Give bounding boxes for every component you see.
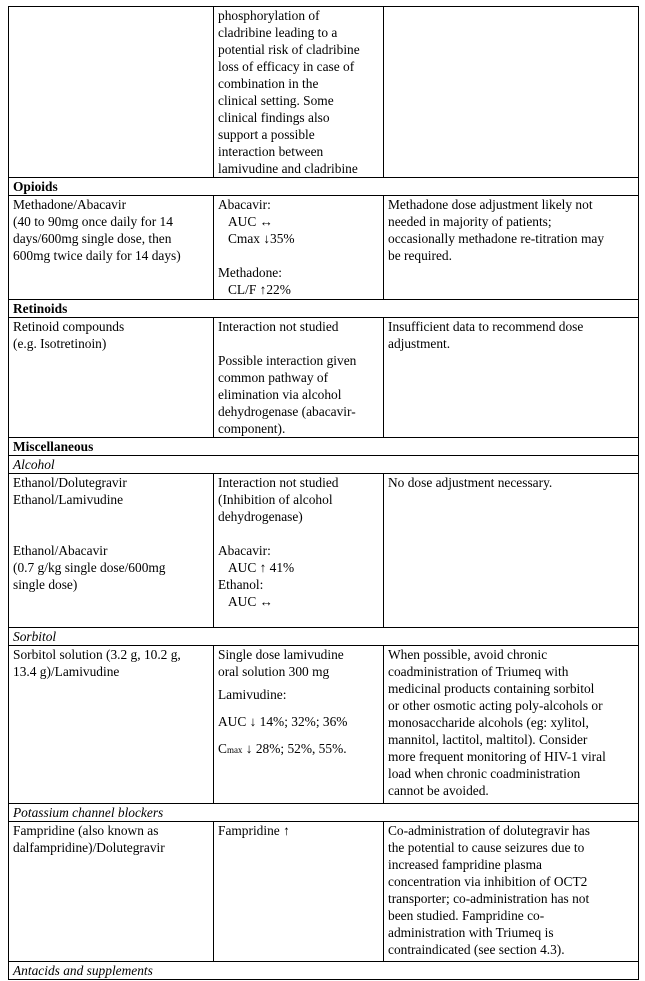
cell-text: (40 to 90mg once daily for 14	[13, 214, 173, 229]
cell-text: dalfampridine)/Dolutegravir	[13, 840, 165, 855]
cell-text: Co-administration of dolutegravir has	[388, 823, 590, 838]
cell-text: Methadone/Abacavir	[13, 197, 127, 212]
cell-text: medicinal products containing sorbitol	[388, 681, 595, 696]
cell-text: elimination via alcohol	[218, 387, 342, 402]
cell-text: Ethanol/Abacavir	[13, 543, 108, 558]
recommendation-cell	[384, 7, 639, 178]
subsection-header-row	[9, 962, 639, 980]
cell-text: dehydrogenase (abacavir-	[218, 404, 356, 419]
recommendation-cell	[384, 474, 639, 628]
cell-text: transporter; co-administration has not	[388, 891, 590, 906]
effect-cell	[214, 7, 384, 178]
cell-text: component).	[218, 421, 286, 436]
cell-text: monosaccharide alcohols (eg: xylitol,	[388, 715, 589, 730]
section-header-retinoids: Retinoids	[9, 300, 639, 318]
cell-text: dehydrogenase)	[218, 509, 303, 524]
cell-text: Sorbitol solution (3.2 g, 10.2 g,	[13, 647, 181, 662]
subsection-header-row	[9, 628, 639, 646]
cell-text: cannot be avoided.	[388, 783, 489, 798]
cell-text: Fampridine (also known as	[13, 823, 159, 838]
cell-text: Ethanol:	[218, 577, 264, 592]
cell-text: Abacavir:	[218, 543, 271, 558]
section-header-opioids: Opioids	[9, 178, 639, 196]
cell-text: be required.	[388, 248, 452, 263]
drug-cell	[9, 646, 214, 804]
cell-text: increased fampridine plasma	[388, 857, 542, 872]
cell-text: When possible, avoid chronic	[388, 647, 548, 662]
cell-text: Abacavir:	[218, 197, 271, 212]
cell-text: coadministration of Triumeq with	[388, 664, 569, 679]
recommendation-cell	[384, 822, 639, 962]
cell-text: Methadone:	[218, 265, 282, 280]
cell-text: Interaction not studied	[218, 475, 339, 490]
effect-cell	[214, 196, 384, 300]
cell-text: needed in majority of patients;	[388, 214, 552, 229]
table-row	[9, 474, 639, 628]
cell-text: Possible interaction given	[218, 353, 357, 368]
section-header-row	[9, 438, 639, 456]
cell-text: support a possible	[218, 127, 315, 142]
cell-text: clinical findings also	[218, 110, 330, 125]
cell-text: Fampridine ↑	[218, 823, 290, 838]
section-header-miscellaneous: Miscellaneous	[9, 438, 639, 456]
drug-cell	[9, 318, 214, 438]
cell-text: combination in the	[218, 76, 319, 91]
cell-text: Interaction not studied	[218, 319, 339, 334]
recommendation-cell	[384, 646, 639, 804]
cell-text: common pathway of	[218, 370, 329, 385]
cell-text: more frequent monitoring of HIV-1 viral	[388, 749, 606, 764]
section-header-row	[9, 178, 639, 196]
cell-text: clinical setting. Some	[218, 93, 334, 108]
cell-text: occasionally methadone re-titration may	[388, 231, 605, 246]
effect-cell	[214, 474, 384, 628]
drug-cell	[9, 196, 214, 300]
cell-text: loss of efficacy in case of	[218, 59, 355, 74]
effect-cell	[214, 318, 384, 438]
cell-text: Methadone dose adjustment likely not	[388, 197, 593, 212]
subsection-header-alcohol: Alcohol	[9, 456, 639, 474]
subsection-header-antacids: Antacids and supplements	[9, 962, 639, 980]
cell-text: adjustment.	[388, 336, 451, 351]
cell-text: C	[218, 741, 227, 756]
cell-text: 13.4 g)/Lamivudine	[13, 664, 120, 679]
cell-text: Insufficient data to recommend dose	[388, 319, 584, 334]
cell-text: Cmax ↓35%	[228, 231, 295, 246]
cell-text: oral solution 300 mg	[218, 664, 330, 679]
table-row	[9, 646, 639, 804]
cell-text: contraindicated (see section 4.3).	[388, 942, 565, 957]
cell-text: AUC ↔	[228, 214, 274, 229]
subsection-header-row	[9, 456, 639, 474]
table-row	[9, 822, 639, 962]
cell-text: Lamivudine:	[218, 687, 287, 702]
table-row	[9, 7, 639, 178]
cmax-line	[218, 740, 379, 759]
cell-text: lamivudine and cladribine	[218, 161, 358, 176]
cell-text: ↓ 28%; 52%, 55%.	[242, 741, 347, 756]
cell-text: single dose)	[13, 577, 78, 592]
subsection-header-sorbitol: Sorbitol	[9, 628, 639, 646]
recommendation-cell	[384, 196, 639, 300]
cell-text: CL/F ↑22%	[228, 282, 291, 297]
drug-cell	[9, 7, 214, 178]
table-row	[9, 196, 639, 300]
drug-cell	[9, 474, 214, 628]
effect-cell	[214, 822, 384, 962]
cell-text: or other osmotic acting poly-alcohols or	[388, 698, 603, 713]
cell-text: cladribine leading to a	[218, 25, 338, 40]
cell-text: days/600mg single dose, then	[13, 231, 172, 246]
cell-text: phosphorylation of	[218, 8, 320, 23]
cell-text: 600mg twice daily for 14 days)	[13, 248, 181, 263]
cell-text: (Inhibition of alcohol	[218, 492, 333, 507]
cell-text: Ethanol/Dolutegravir	[13, 475, 127, 490]
interaction-table	[8, 6, 639, 980]
cell-text: AUC ↓ 14%; 32%; 36%	[218, 714, 348, 729]
subsection-header-row	[9, 804, 639, 822]
subsection-header-potassium: Potassium channel blockers	[9, 804, 639, 822]
cell-text: (0.7 g/kg single dose/600mg	[13, 560, 166, 575]
cell-text: No dose adjustment necessary.	[388, 475, 553, 490]
cell-text: mannitol, lactitol, maltitol). Consider	[388, 732, 588, 747]
cell-text: administration with Triumeq is	[388, 925, 554, 940]
cell-text: interaction between	[218, 144, 324, 159]
cell-text: potential risk of cladribine	[218, 42, 360, 57]
subscript-text: max	[226, 745, 243, 755]
table-row	[9, 318, 639, 438]
cell-text: AUC ↔	[228, 594, 274, 609]
cell-text: Single dose lamivudine	[218, 647, 344, 662]
cell-text: AUC ↑ 41%	[228, 560, 295, 575]
effect-cell	[214, 646, 384, 804]
cell-text: Retinoid compounds	[13, 319, 125, 334]
section-header-row	[9, 300, 639, 318]
drug-cell	[9, 822, 214, 962]
cell-text: Ethanol/Lamivudine	[13, 492, 124, 507]
cell-text: concentration via inhibition of OCT2	[388, 874, 588, 889]
cell-text: load when chronic coadministration	[388, 766, 581, 781]
cell-text: (e.g. Isotretinoin)	[13, 336, 107, 351]
cell-text: been studied. Fampridine co-	[388, 908, 545, 923]
cell-text: the potential to cause seizures due to	[388, 840, 585, 855]
recommendation-cell	[384, 318, 639, 438]
